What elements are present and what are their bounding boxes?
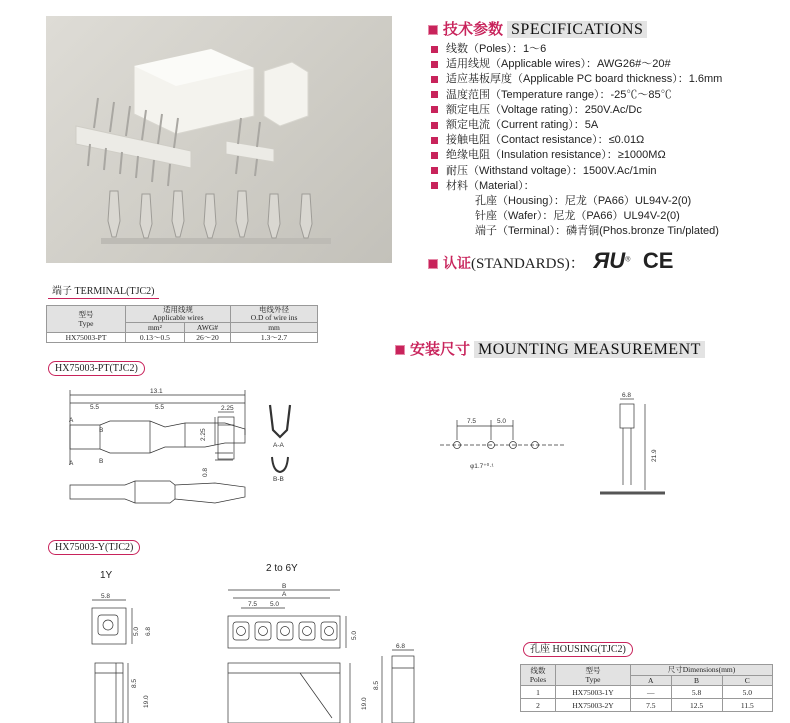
dim-y5-0a: 5.0 (133, 626, 140, 636)
dim-ya: A (282, 591, 287, 598)
registered-mark: ® (625, 256, 631, 264)
table-row: HX75003-PT 0.13～0.5 26～20 1.3～2.7 (47, 333, 318, 343)
spec-row: 线数（Poles）：1～6 (431, 42, 722, 57)
terminal-table (46, 305, 318, 343)
specs-heading (428, 18, 647, 39)
dim-0-8: 0.8 (202, 467, 209, 477)
spec-row: 额定电压（Voltage rating）：250V.Ac/Dc (431, 103, 722, 118)
dim-y19-0a: 19.0 (143, 695, 150, 708)
dim-2-25b: 2.25 (200, 428, 207, 441)
terminal-drawing (55, 385, 315, 515)
specs-title-en: SPECIFICATIONS (507, 21, 647, 38)
material-row: 端子（Terminal）：磷青铜(Phos.bronze Tin/plated) (475, 225, 719, 238)
ce-mark-icon: CE (642, 248, 674, 273)
dim-m7-5: 7.5 (467, 418, 477, 425)
mounting-heading (395, 338, 705, 359)
label-1y: 1Y (100, 570, 113, 581)
pt-label: HX75003-PT(TJC2) (48, 361, 145, 376)
table-row: 2 HX75003-2Y 7.5 12.5 11.5 (521, 699, 773, 712)
bullet-icon (431, 106, 438, 113)
bullet-icon (431, 167, 438, 174)
spec-row: 额定电流（Current rating）：5A (431, 118, 722, 133)
y-label: HX75003-Y(TJC2) (48, 540, 140, 555)
bullet-icon (431, 46, 438, 53)
standards (428, 248, 673, 274)
standards-label-en: (STANDARDS)： (471, 256, 585, 272)
dim-y6-8b: 6.8 (396, 643, 406, 650)
spec-row: 耐压（Withstand voltage）：1500V.Ac/1min (431, 164, 722, 179)
label-2-to-6y: 2 to 6Y (266, 563, 298, 574)
th-poles: 线数 Poles (521, 665, 556, 686)
specs-title-cn: 技术参数 (443, 21, 504, 38)
label-b1: B (99, 427, 104, 434)
th-dims: 尺寸Dimensions(mm) (631, 665, 773, 676)
th-mm2: mm² (126, 323, 185, 333)
th-type: 型号 Type (556, 665, 631, 686)
bullet-square-icon (428, 259, 438, 269)
mounting-title-en: MOUNTING MEASUREMENT (474, 341, 705, 358)
material-row: 针座（Wafer）：尼龙（PA66）UL94V-2(0) (475, 210, 680, 223)
mounting-title-cn: 安装尺寸 (410, 341, 471, 358)
dim-y7-5: 7.5 (248, 601, 258, 608)
dim-5-5a: 5.5 (90, 404, 100, 411)
spec-row: 接触电阻（Contact resistance）：≤0.01Ω (431, 133, 722, 148)
dim-2-25a: 2.25 (221, 405, 234, 412)
dim-13-1: 13.1 (150, 388, 163, 395)
th-mm: mm (231, 323, 318, 333)
th-a: A (631, 675, 672, 686)
dim-y8-5b: 8.5 (373, 680, 380, 690)
label-a1: A (69, 417, 74, 424)
dim-5-5b: 5.5 (155, 404, 165, 411)
connector-illustration (46, 16, 392, 263)
dim-m1-7: φ1.7⁺⁰·¹ (470, 463, 494, 470)
dim-yb: B (282, 583, 287, 590)
bullet-icon (431, 122, 438, 129)
label-a2: A (69, 460, 74, 467)
th-wires: 适用线规 Applicable wires (126, 306, 231, 323)
housing-drawing (60, 578, 440, 723)
bullet-icon (431, 76, 438, 83)
dim-y5-8: 5.8 (101, 593, 111, 600)
housing-table (520, 664, 773, 712)
th-c: C (722, 675, 772, 686)
dim-m6-8: 6.8 (622, 392, 632, 399)
bullet-icon (431, 152, 438, 159)
th-od: 电线外径 O.D of wire ins (231, 306, 318, 323)
label-b2: B (99, 458, 104, 465)
th-awg: AWG# (184, 323, 230, 333)
terminal-label: 端子 TERMINAL(TJC2) (48, 285, 159, 299)
bullet-square-icon (428, 25, 438, 35)
spec-row: 温度范围（Temperature range）：-25℃～85℃ (431, 88, 722, 103)
dim-m21-9: 21.9 (651, 449, 658, 462)
spec-row: 材料（Material）： (431, 179, 722, 194)
material-row: 孔座（Housing）：尼龙（PA66）UL94V-2(0) (475, 194, 692, 207)
housing-label: 孔座 HOUSING(TJC2) (523, 642, 633, 657)
spec-row: 绝缘电阻（Insulation resistance）：≥1000MΩ (431, 148, 722, 163)
dim-y5-0b: 5.0 (270, 601, 280, 608)
dim-y19-0b: 19.0 (361, 697, 368, 710)
dim-m5-0: 5.0 (497, 418, 507, 425)
bullet-icon (431, 91, 438, 98)
bullet-icon (431, 61, 438, 68)
mounting-drawing (440, 390, 670, 510)
dim-y6-8a: 6.8 (145, 626, 152, 636)
label-bb: B-B (273, 476, 284, 483)
th-type: 型号 Type (47, 306, 126, 333)
th-b: B (671, 675, 722, 686)
bullet-icon (431, 137, 438, 144)
standards-label-cn: 认证 (443, 255, 471, 271)
table-row: 1 HX75003-1Y — 5.8 5.0 (521, 686, 773, 699)
spec-row: 适应基板厚度（Applicable PC board thickness）：1.6mm (431, 72, 722, 87)
label-aa: A-A (273, 442, 284, 449)
bullet-square-icon (395, 345, 405, 355)
bullet-icon (431, 182, 438, 189)
dim-y8-5a: 8.5 (131, 678, 138, 688)
product-photo (46, 16, 392, 263)
specs-list (431, 42, 722, 239)
dim-y5-0c: 5.0 (351, 630, 358, 640)
spec-row: 适用线规（Applicable wires）：AWG26#～20# (431, 57, 722, 72)
ul-mark-icon: ЯU (593, 248, 626, 273)
